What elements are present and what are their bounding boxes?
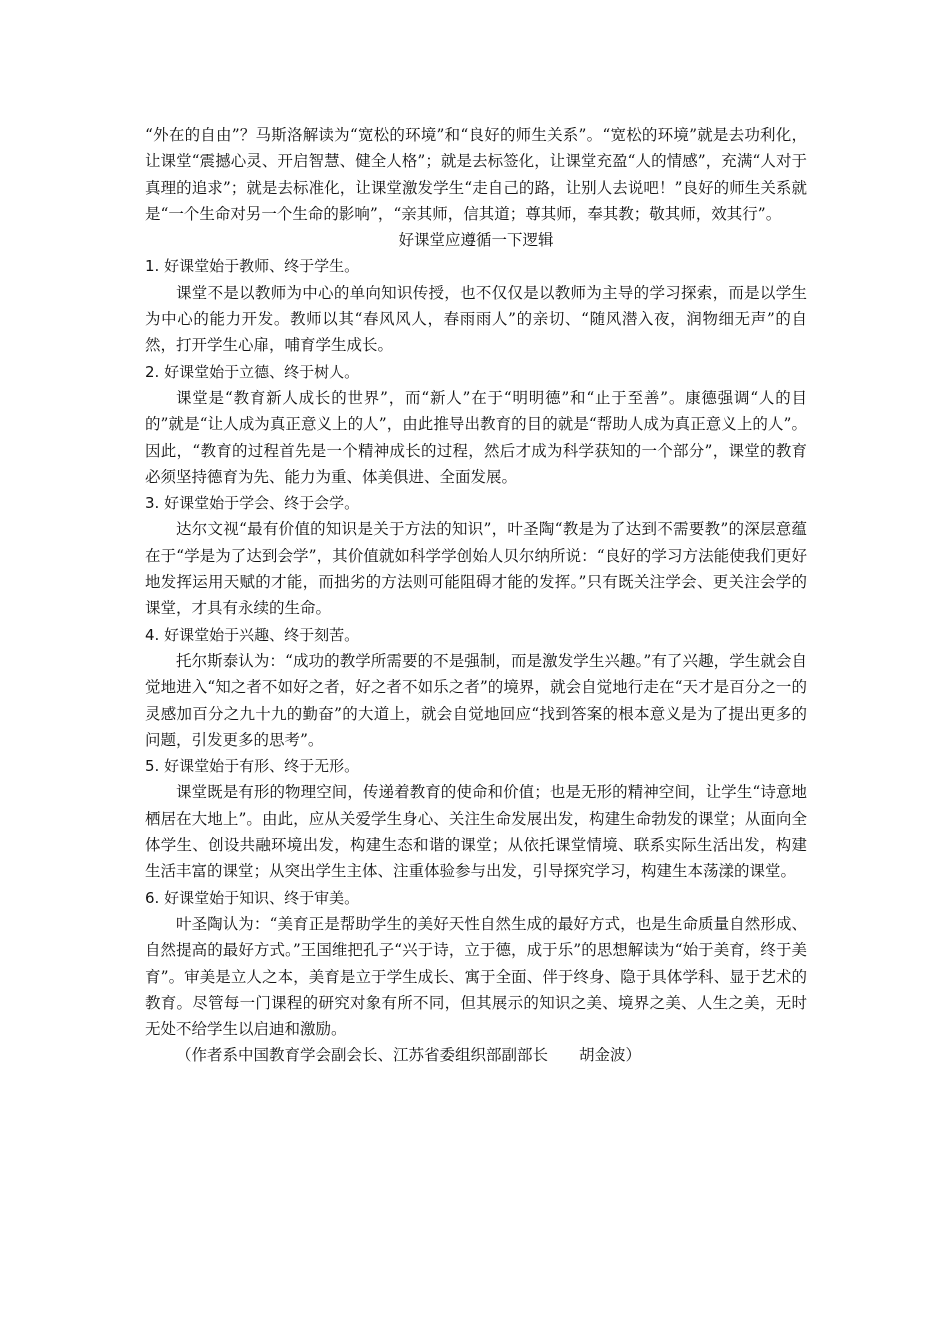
section-heading-1: 1. 好课堂始于教师、终于学生。 <box>145 257 360 276</box>
section-body-3: 达尔文视“最有价值的知识是关于方法的知识”，叶圣陶“教是为了达到不需要教”的深层意蕴在于“学是为了达到会学”，其价值就如科学学创始人贝尔纳所说：“良好的学习方法能使我们更好地发挥运用天赋的才能，而拙劣的方法则可能阻碍才能的发挥。”只有既关注学会、更关注会学的课堂，才具有永续的生命。 <box>145 520 807 618</box>
section-body-1: 课堂不是以教师为中心的单向知识传授，也不仅仅是以教师为主导的学习探索，而是以学生为中心的能力开发。教师以其“春风风人，春雨雨人”的亲切、“随风潜入夜，润物细无声”的自然，打开学生心扉，哺育学生成长。 <box>145 283 807 355</box>
author-note: （作者系中国教育学会副会长、江苏省委组织部副部长 胡金波） <box>176 1046 642 1065</box>
section-heading-6: 6. 好课堂始于知识、终于审美。 <box>145 888 360 907</box>
document-page <box>145 122 807 1069</box>
section-body-2: 课堂是“教育新人成长的世界”，而“新人”在于“明明德”和“止于至善”。康德强调“人的目的”就是“让人成为真正意义上的人”，由此推导出教育的目的就是“帮助人成为真正意义上的人”。因此，“教育的过程首先是一个精神成长的过程，然后才成为科学获知的一个部分”，课堂的教育必须坚持德育为先、能力为重、体美俱进、全面发展。 <box>145 388 807 486</box>
section-heading-3: 3. 好课堂始于学会、终于会学。 <box>145 494 360 513</box>
section-heading-2: 2. 好课堂始于立德、终于树人。 <box>145 362 360 381</box>
section-body-6: 叶圣陶认为：“美育正是帮助学生的美好天性自然生成的最好方式，也是生命质量自然形成、自然提高的最好方式。”王国维把孔子“兴于诗，立于德，成于乐”的思想解读为“始于美育，终于美育”。审美是立人之本，美育是立于学生成长、寓于全面、伴于终身、隐于具体学科、显于艺术的教育。尽管每一门课程的研究对象有所不同，但其展示的知识之美、境界之美、人生之美，无时无处不给学生以启迪和激励。 <box>145 914 807 1039</box>
section-heading-4: 4. 好课堂始于兴趣、终于刻苦。 <box>145 625 360 644</box>
section-title: 好课堂应遵循一下逻辑 <box>398 231 554 250</box>
intro-paragraph: “外在的自由”？马斯洛解读为“宽松的环境”和“良好的师生关系”。“宽松的环境”就是去功利化，让课堂“震撼心灵、开启智慧、健全人格”；就是去标签化，让课堂充盈“人的情感”，充满“人对于真理的追求”；就是去标准化，让课堂激发学生“走自己的路，让别人去说吧！”良好的师生关系就是“一个生命对另一个生命的影响”，“亲其师，信其道；尊其师，奉其教；敬其师，效其行”。 <box>145 126 807 223</box>
section-body-5: 课堂既是有形的物理空间，传递着教育的使命和价值；也是无形的精神空间，让学生“诗意地栖居在大地上”。由此，应从关爱学生身心、关注生命发展出发，构建生命勃发的课堂；从面向全体学生、创设共融环境出发，构建生态和谐的课堂；从依托课堂情境、联系实际生活出发，构建生活丰富的课堂；从突出学生主体、注重体验参与出发，引导探究学习，构建生本荡漾的课堂。 <box>145 783 807 881</box>
section-heading-5: 5. 好课堂始于有形、终于无形。 <box>145 757 360 776</box>
section-body-4: 托尔斯泰认为：“成功的教学所需要的不是强制，而是激发学生兴趣。”有了兴趣，学生就会自觉地进入“知之者不如好之者，好之者不如乐之者”的境界，就会自觉地行走在“天才是百分之一的灵感加百分之九十九的勤奋”的大道上，就会自觉地回应“找到答案的根本意义是为了提出更多的问题，引发更多的思考”。 <box>145 651 807 749</box>
